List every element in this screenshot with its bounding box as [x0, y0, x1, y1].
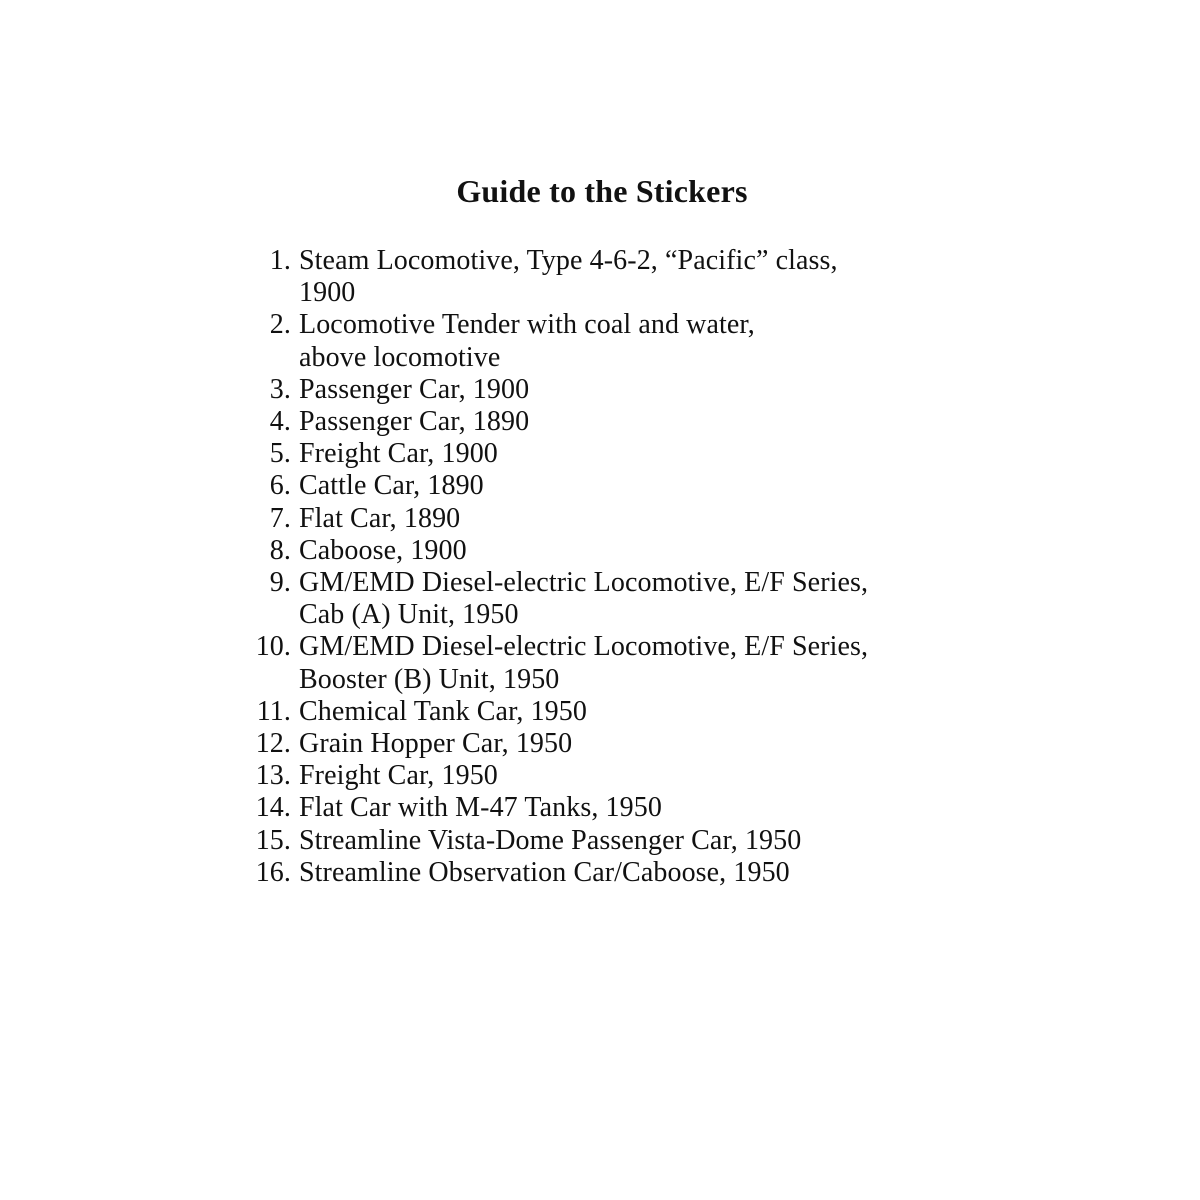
list-item: [238, 374, 998, 406]
item-text-line: Streamline Vista-Dome Passenger Car, 1950: [299, 824, 802, 856]
list-item: [238, 696, 998, 728]
list-item: [238, 535, 998, 567]
item-number: 8.: [269, 534, 291, 566]
list-item: [238, 406, 998, 438]
list-item: [238, 792, 998, 824]
list-item: [238, 503, 998, 535]
list-item: [238, 309, 998, 373]
item-number: 10.: [255, 631, 291, 663]
item-text-line: Freight Car, 1950: [299, 760, 498, 792]
item-number: 4.: [269, 406, 291, 438]
page-title: Guide to the Stickers: [456, 173, 748, 209]
item-text-line: Grain Hopper Car, 1950: [299, 728, 573, 760]
item-text-line: 1900: [299, 277, 356, 309]
item-number: 11.: [256, 695, 291, 727]
item-text-line: Flat Car with M-47 Tanks, 1950: [299, 792, 662, 824]
item-number: 5.: [269, 438, 291, 470]
item-text-line: GM/EMD Diesel-electric Locomotive, E/F Series,: [299, 567, 869, 599]
item-text-line: Streamline Observation Car/Caboose, 1950: [299, 856, 790, 888]
item-text-line: Booster (B) Unit, 1950: [299, 663, 560, 695]
list-item: [238, 825, 998, 857]
item-text-line: Locomotive Tender with coal and water,: [299, 309, 755, 341]
list-item: [238, 728, 998, 760]
item-number: 7.: [269, 502, 291, 534]
item-text-line: above locomotive: [299, 341, 501, 373]
item-number: 2.: [269, 309, 291, 341]
list-item: [238, 567, 998, 631]
item-text-line: GM/EMD Diesel-electric Locomotive, E/F Series,: [299, 631, 869, 663]
item-text-line: Chemical Tank Car, 1950: [299, 695, 587, 727]
item-number: 12.: [255, 728, 291, 760]
item-text-line: Steam Locomotive, Type 4-6-2, “Pacific” class,: [299, 245, 838, 276]
item-text-line: Cab (A) Unit, 1950: [299, 599, 519, 631]
item-text-line: Flat Car, 1890: [299, 502, 461, 534]
item-text-line: Passenger Car, 1900: [299, 373, 530, 405]
list-item: [238, 631, 998, 695]
item-number: 13.: [255, 760, 291, 792]
list-item: [238, 438, 998, 470]
list-item: [238, 245, 998, 309]
item-number: 6.: [269, 470, 291, 502]
item-number: 9.: [269, 567, 291, 599]
item-number: 14.: [255, 792, 291, 824]
list-item: [238, 760, 998, 792]
sticker-list: [238, 245, 998, 889]
list-item: [238, 470, 998, 502]
item-text-line: Freight Car, 1900: [299, 438, 498, 470]
item-text-line: Passenger Car, 1890: [299, 406, 530, 438]
item-text-line: Caboose, 1900: [299, 534, 467, 566]
item-number: 1.: [269, 245, 291, 276]
item-text-line: Cattle Car, 1890: [299, 470, 484, 502]
item-number: 3.: [269, 373, 291, 405]
item-number: 16.: [255, 856, 291, 888]
list-item: [238, 857, 998, 889]
item-number: 15.: [255, 824, 291, 856]
